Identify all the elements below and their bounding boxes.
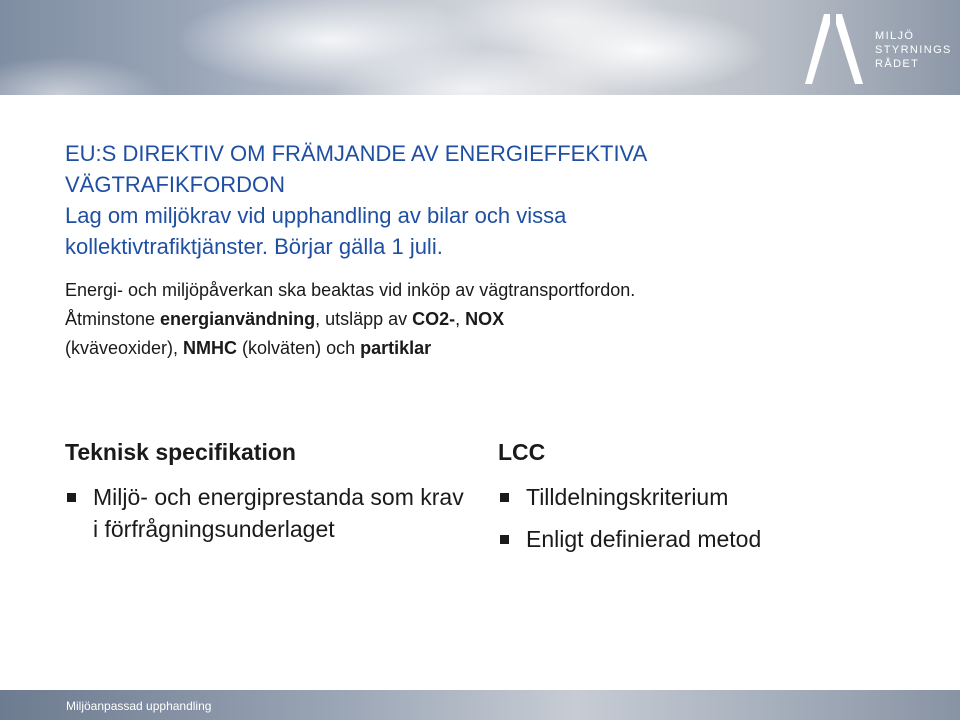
column-title-technical-specification: Teknisk specifikation (65, 439, 296, 465)
logo-mark-icon (803, 12, 869, 84)
list-item (498, 481, 918, 513)
main-content (65, 138, 925, 363)
subheading-line-1: Lag om miljökrav vid upphandling av bilar och vissa (65, 203, 567, 228)
heading-line-1: EU:S DIREKTIV OM FRÄMJANDE AV ENERGIEFFEKTIVA (65, 141, 648, 166)
header-banner (0, 0, 960, 95)
list-item-text: Tilldelningskriterium (526, 484, 729, 510)
detail-bold-5: partiklar (360, 338, 432, 358)
list-item-text: Enligt definierad metod (526, 526, 762, 552)
intro-text (65, 276, 925, 363)
footer-text: Miljöanpassad upphandling (66, 699, 212, 713)
list-item (65, 481, 465, 545)
column-lcc (498, 435, 918, 565)
detail-text-1: Åtminstone (65, 309, 161, 329)
bullet-list-left (65, 481, 465, 545)
intro-line: Energi- och miljöpåverkan ska beaktas vid inköp av vägtransportfordon. (65, 280, 636, 300)
detail-text-5: (kolväten) och (237, 338, 361, 358)
miljostyrningsradet-logo (803, 12, 953, 84)
column-technical-specification (65, 435, 465, 555)
footer-bar (0, 690, 960, 720)
list-item-text: Miljö- och energiprestanda som krav i förfrågningsunderlaget (93, 484, 464, 542)
detail-line-2 (65, 334, 925, 363)
square-bullet-icon (67, 493, 76, 502)
detail-line-1 (65, 305, 925, 334)
logo-line-1: MILJÖ (875, 30, 915, 42)
logo-text (875, 29, 952, 71)
logo-line-2: STYRNINGS (875, 44, 952, 56)
detail-text-4: (kväveoxider), (65, 338, 184, 358)
detail-text-3: , (455, 309, 466, 329)
square-bullet-icon (500, 535, 509, 544)
subheading-line-2: kollektivtrafiktjänster. Börjar gälla 1 juli. (65, 234, 443, 259)
logo-line-3: RÅDET (875, 58, 920, 70)
detail-bold-1: energianvändning (160, 309, 316, 329)
detail-text-2: , utsläpp av (315, 309, 413, 329)
bullet-list-right (498, 481, 918, 555)
heading-line-2: VÄGTRAFIKFORDON (65, 172, 286, 197)
detail-bold-3: NOX (465, 309, 505, 329)
detail-bold-4: NMHC (183, 338, 238, 358)
square-bullet-icon (500, 493, 509, 502)
detail-bold-2: CO2- (412, 309, 456, 329)
list-item (498, 523, 918, 555)
column-title-lcc: LCC (498, 439, 546, 465)
